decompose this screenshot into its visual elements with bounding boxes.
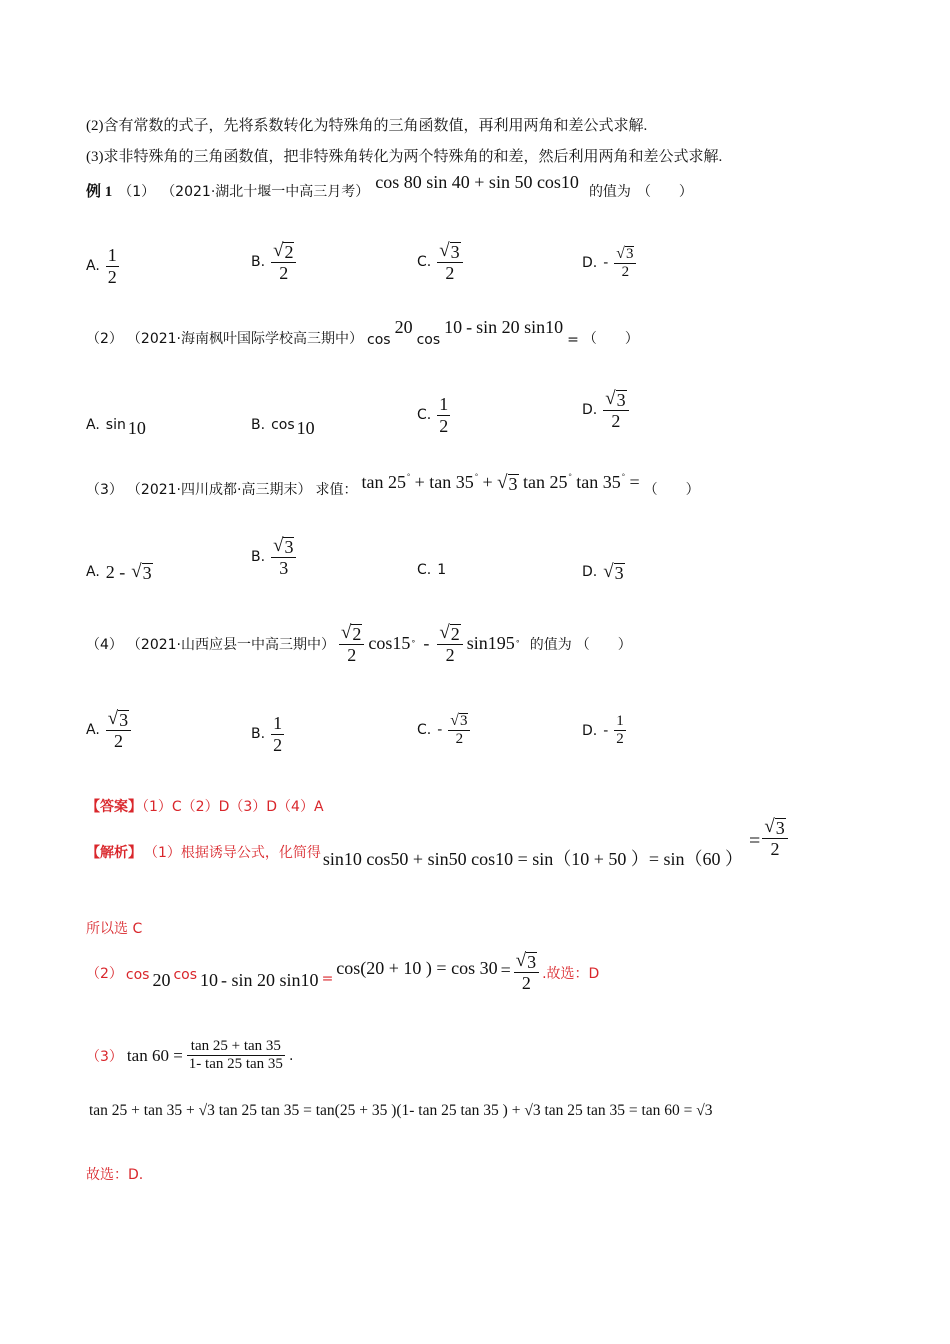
sqrt-icon: √ 2 [341,622,362,644]
option-letter: D. [582,255,598,272]
sqrt-icon: √ 3 [616,245,634,263]
radicand: 3 [508,474,518,495]
q3-expression: tan 25° + tan 35° + √ 3 tan 25° tan 35° = [361,472,640,495]
q2-option-a[interactable] [86,414,146,438]
fraction [187,1038,285,1074]
denominator: 2 [273,734,283,755]
analysis-p2 [86,950,599,993]
q2-angle-10: 10 [444,317,463,337]
fraction [271,240,296,283]
fraction [603,388,628,431]
q1-source: （2021·湖北十堰一中高三月考） [161,183,370,200]
term-cos15: cos15 [368,633,411,654]
numerator: 1 [273,713,283,733]
q4-source: （2021·山西应县一中高三期中） [126,636,336,653]
sqrt-icon: √ 3 [764,816,785,838]
q2-number: （2） [86,331,123,347]
option-letter: C. [417,722,432,739]
denominator: 3 [279,557,289,578]
angle: 10 [127,418,146,438]
q2-source: （2021·海南枫叶国际学校高三期中） [126,331,364,347]
sqrt-icon: √ 3 [131,561,152,584]
function-name: cos [271,416,295,433]
option-letter: C. [417,407,432,424]
q1-option-b[interactable] [251,240,296,283]
analysis-p1-conclusion: 所以选 C [86,921,143,937]
q1-suffix: 的值为 [588,183,631,200]
radicand: 3 [614,563,624,584]
intro-line-3: (3)求非特殊角的三角函数值，把非特殊角转化为两个特殊角的和差，然后利用两角和差公式求解. [86,149,723,165]
numerator: 1 [616,713,624,729]
sqrt-icon: √ 3 [515,950,537,972]
q2-option-c[interactable] [417,394,450,436]
sqrt-icon: √ 3 [107,708,129,730]
radicand: 3 [527,951,537,972]
radicand: 3 [775,817,785,838]
option-letter: D. [582,564,598,580]
q1-expression: cos 80 sin 40 + sin 50 cos10 [375,172,579,192]
fraction [614,713,626,749]
q1-option-c[interactable] [417,240,463,283]
q2-minus: - [466,317,473,337]
fraction [106,708,131,751]
q2-equals: = [567,332,579,348]
denominator: 2 [445,262,455,283]
option-letter: C. [417,562,432,578]
analysis-p2-tail: .故选：D [542,966,600,983]
angle-20: 20 [152,970,171,991]
answer-line [86,796,324,816]
q1-option-a[interactable] [86,245,119,287]
q1-option-d[interactable] [582,245,636,282]
analysis-p1-text: （1）根据诱导公式，化简得 [144,844,321,861]
answer-text: （1）C（2）D（3）D（4）A [142,799,324,815]
q4-number: （4） [86,636,123,653]
q2-cos: cos [367,332,391,348]
option-letter: B. [251,253,266,270]
sqrt-icon: √ 3 [450,712,468,730]
q3-source: （2021·四川成都·高三期末） [126,482,312,498]
fraction [437,240,462,283]
intro-line-2: (2)含有常数的式子，先将系数转化为特殊角的三角函数值，再利用两角和差公式求解. [86,118,648,134]
q4-option-a[interactable] [86,708,131,751]
option-letter: D. [582,401,598,418]
denominator: 2 [770,838,780,859]
question-3 [86,472,700,500]
q3-paren: （ ） [643,482,700,498]
q2-angle-20: 20 [394,317,413,337]
sqrt-icon: √ 3 [605,388,626,410]
question-2 [86,317,639,348]
analysis-p3-line: tan 25 + tan 35 + √3 tan 25 tan 35 = tan(25 + 35 )(1- tan 25 tan 35 ) + √3 tan 25 tan 35 = tan 60 = √3 [89,1102,713,1119]
fraction [271,535,296,578]
fraction [437,394,450,436]
cos-text-2: cos [173,967,198,984]
period: . [288,1047,294,1064]
q4-option-b[interactable] [251,713,284,755]
radicand: 3 [616,389,626,410]
denominator: 2 [347,644,357,665]
denominator: 2 [279,262,289,283]
radicand: 3 [142,563,152,584]
sqrt-icon: √ 2 [439,622,460,644]
sqrt-icon: √ 3 [439,240,460,262]
equals-sign-2: = [500,960,511,981]
option-letter: D. [582,722,598,739]
fraction-a [339,622,364,665]
equals-sign: = [321,971,334,988]
radicand: 3 [450,241,460,262]
fraction [614,245,636,282]
sqrt-icon: √ 3 [603,561,624,584]
denominator: 2 [616,731,624,748]
analysis-label: 【解析】 [86,844,142,861]
option-letter: C. [417,253,432,270]
question-1 [86,172,693,201]
numerator: 1 [107,245,117,265]
fraction [762,816,787,859]
q4-option-d[interactable] [582,713,626,749]
denominator: 1- tan 25 tan 35 [188,1056,283,1073]
option-letter: B. [251,416,266,433]
denominator: 2 [113,730,123,751]
denominator: 2 [611,410,621,431]
numerator: 1 [439,394,449,414]
radicand: 3 [119,709,129,730]
option-value: 1 [437,562,447,578]
denominator: 2 [621,264,630,281]
cos-text: cos [125,967,150,984]
term-tan25: tan 25 [361,472,406,492]
analysis-p2-expr: cos(20 + 10 ) = cos 30 [336,958,498,979]
q3-number: （3） [86,482,123,498]
q1-paren: （ ） [636,183,693,200]
q3-prefix: 求值： [315,482,358,498]
analysis-p2-label: （2） [86,966,123,983]
numerator: tan 25 + tan 35 [190,1038,281,1054]
radicand: 3 [284,536,294,557]
analysis-p3-lhs: tan 60 = [126,1045,183,1065]
minus-sign: - [437,722,443,739]
radicand: 2 [450,623,460,644]
q2-option-b[interactable] [251,414,315,438]
analysis-p1 [86,816,788,873]
option-letter: A. [86,721,100,738]
denominator: 2 [445,644,455,665]
fraction [448,712,470,749]
option-letter: B. [251,548,266,565]
function-name: sin [105,416,126,433]
q1-number: （1） [118,183,156,200]
angle-10: 10 [200,970,219,991]
denominator: 2 [107,266,117,287]
q2-option-d[interactable] [582,388,629,431]
q2-cos-2: cos [416,332,441,348]
radicand: 3 [459,713,468,730]
fraction-b [437,622,462,665]
minus-sign: - [423,633,430,654]
analysis-p3 [86,1038,293,1074]
q4-option-c[interactable] [417,712,470,749]
equals-sign: = [629,472,640,492]
sin-term: - sin 20 sin10 [221,970,319,991]
answer-label: 【答案】 [86,799,142,815]
sqrt-icon: √ 2 [273,240,294,262]
question-4: （4） （2021·山西应县一中高三期中） √ 2 2 cos15 ° - √ 2 2 sin195 ° 的值为 （ ） [86,622,632,665]
q3-option-d[interactable] [582,561,625,583]
minus-sign: - [603,255,609,272]
q4-suffix: 的值为 [529,636,572,653]
radicand: 2 [352,623,362,644]
analysis-p1-expr: sin10 cos50 + sin50 cos10 = sin（10 + 50 ）= sin（60 ） [322,848,744,869]
q2-paren: （ ） [582,331,639,347]
fraction [514,950,539,993]
q3-option-a[interactable] [86,561,153,583]
option-letter: A. [86,564,100,580]
prefix-term: 2 - [105,561,126,582]
term-tan35: + tan 35 [414,472,474,492]
option-letter: A. [86,416,100,433]
fraction [271,713,284,755]
q3-option-b[interactable] [251,535,296,578]
sqrt-icon: √ 3 [497,472,518,495]
minus-sign: - [603,722,609,739]
option-letter: B. [251,726,266,743]
analysis-p3-conclusion: 故选：D. [86,1167,144,1183]
sqrt-icon: √ 3 [273,535,294,557]
plus-sign: + [482,472,493,492]
term-sin195: sin195 [466,633,515,654]
angle: 10 [296,418,315,438]
denominator: 2 [521,972,531,993]
denominator: 2 [455,731,464,748]
term-tan35b: tan 35 [576,472,621,492]
equals-sign: = [749,830,761,853]
radicand: 3 [625,246,634,263]
term-tan25b: tan 25 [523,472,568,492]
denominator: 2 [439,415,449,436]
analysis-p3-label: （3） [86,1048,123,1065]
option-letter: A. [86,258,100,275]
example-label: 例 1 [86,184,113,200]
fraction [106,245,119,287]
q3-option-c[interactable] [417,562,446,578]
q2-sin-part: sin 20 sin10 [476,317,564,337]
q4-paren: （ ） [575,636,632,653]
radicand: 2 [284,241,294,262]
